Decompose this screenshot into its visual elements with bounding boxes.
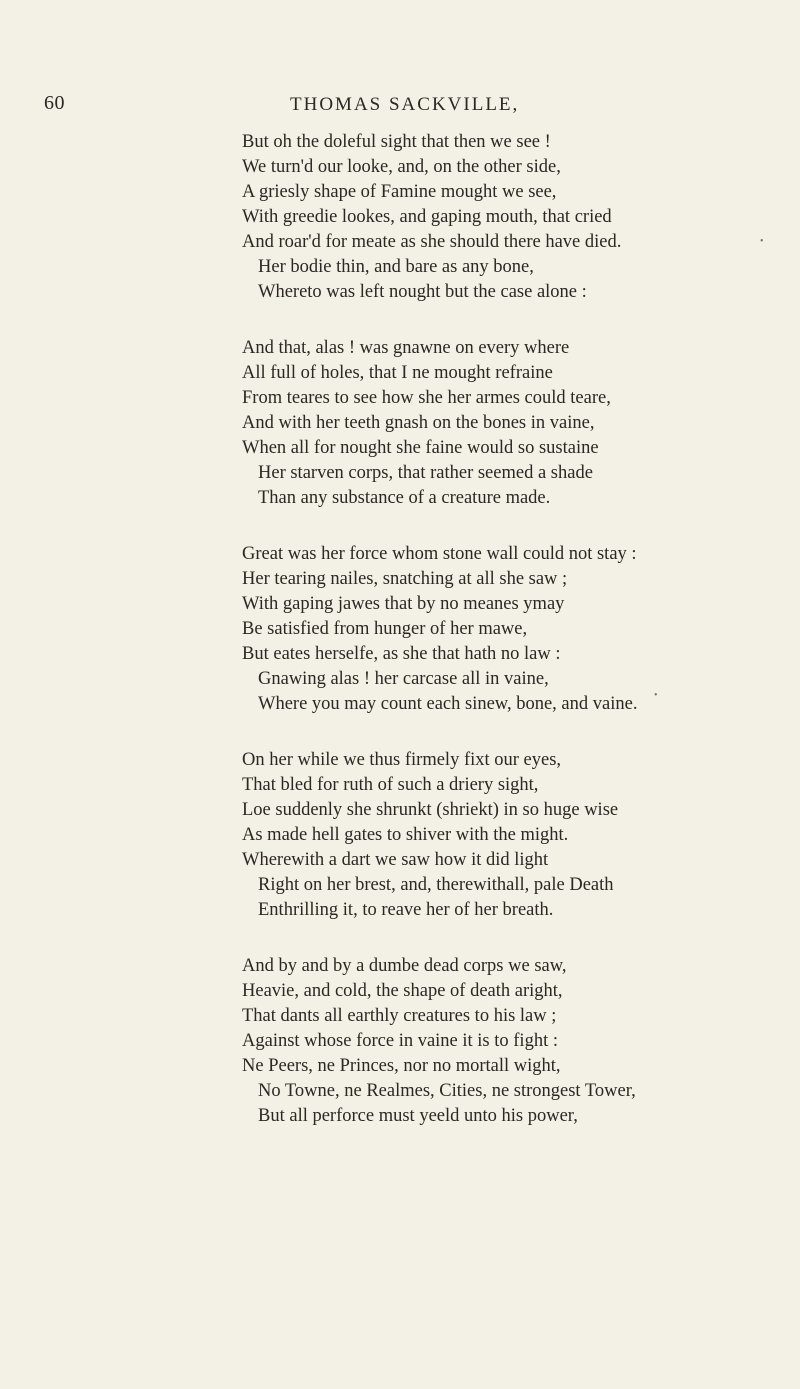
verse-line: Her starven corps, that rather seemed a shade — [258, 463, 593, 483]
verse-line: Gnawing alas ! her carcase all in vaine, — [258, 669, 549, 689]
verse-line: Be satisfied from hunger of her mawe, — [242, 619, 528, 639]
verse-line: Against whose force in vaine it is to fight : — [242, 1031, 558, 1051]
verse-line: That dants all earthly creatures to his law ; — [242, 1006, 557, 1026]
verse-line: With gaping jawes that by no meanes ymay — [242, 594, 565, 614]
verse-line: On her while we thus firmely fixt our eyes, — [242, 750, 562, 770]
running-head: THOMAS SACKVILLE, — [290, 94, 520, 115]
margin-speck-icon: • — [760, 236, 764, 247]
verse-line: But oh the doleful sight that then we see ! — [242, 132, 551, 152]
verse-line: Right on her brest, and, therewithall, pale Death — [258, 875, 614, 895]
verse-line: But all perforce must yeeld unto his power, — [258, 1106, 578, 1126]
verse-line: Enthrilling it, to reave her of her breath. — [258, 900, 554, 920]
verse-line: All full of holes, that I ne mought refraine — [242, 363, 553, 383]
verse-line: When all for nought she faine would so sustaine — [242, 438, 599, 458]
verse-line: A griesly shape of Famine mought we see, — [242, 182, 557, 202]
verse-line: Than any substance of a creature made. — [258, 488, 551, 508]
verse-line: Whereto was left nought but the case alone : — [258, 282, 587, 302]
verse-line: And that, alas ! was gnawne on every where — [242, 338, 570, 358]
verse-line: That bled for ruth of such a driery sight, — [242, 775, 539, 795]
verse-line: No Towne, ne Realmes, Cities, ne strongest Tower, — [258, 1081, 636, 1101]
verse-line: Wherewith a dart we saw how it did light — [242, 850, 549, 870]
margin-speck-icon: • — [654, 690, 658, 701]
verse-line: We turn'd our looke, and, on the other side, — [242, 157, 561, 177]
verse-line: Loe suddenly she shrunkt (shriekt) in so huge wise — [242, 800, 619, 820]
verse-line: Great was her force whom stone wall could not stay : — [242, 544, 637, 564]
verse-line: Her tearing nailes, snatching at all she saw ; — [242, 569, 568, 589]
verse-line: And by and by a dumbe dead corps we saw, — [242, 956, 567, 976]
verse-line: Ne Peers, ne Princes, nor no mortall wight, — [242, 1056, 561, 1076]
verse-line: And roar'd for meate as she should there have died. — [242, 232, 622, 252]
verse-line: With greedie lookes, and gaping mouth, that cried — [242, 207, 612, 227]
verse-line: Her bodie thin, and bare as any bone, — [258, 257, 534, 277]
page-number: 60 — [44, 92, 65, 114]
verse-line: But eates herselfe, as she that hath no law : — [242, 644, 561, 664]
verse-line: As made hell gates to shiver with the might. — [242, 825, 569, 845]
verse-line: Where you may count each sinew, bone, and vaine. — [258, 694, 638, 714]
verse-line: Heavie, and cold, the shape of death aright, — [242, 981, 563, 1001]
verse-line: And with her teeth gnash on the bones in vaine, — [242, 413, 595, 433]
verse-line: From teares to see how she her armes could teare, — [242, 388, 611, 408]
